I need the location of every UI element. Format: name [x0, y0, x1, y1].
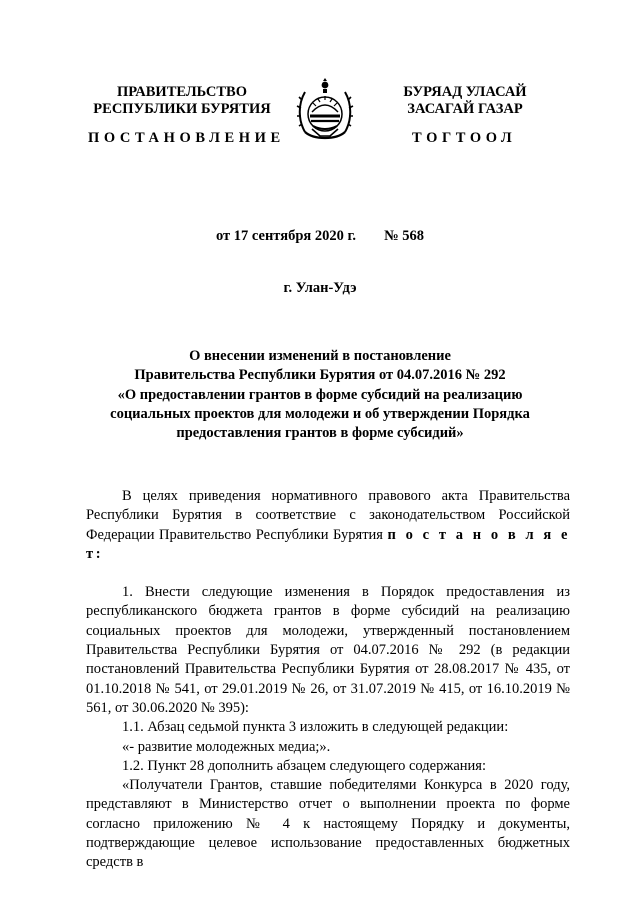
- doc-type-right: ТОГТООЛ: [412, 130, 517, 146]
- resolves-word: п о с т а н о в л я е т:: [86, 526, 570, 562]
- date-line: [0, 228, 640, 245]
- header-left-authority: [82, 84, 282, 118]
- item-1: 1. Внести следующие изменения в Порядок предоставления из республиканского бюджета грантов в форме субсидий на реализацию социальных проектов для молодежи, утвержденный постановлением Правительства Республики Бурятия от 04.07.2016 № 292 (в редакции постановлений Правительства Республики Бурятия от 28.08.2017 № 435, от 01.10.2018 № 541, от 29.01.2019 № 26, от 31.07.2019 № 415, от 16.10.2019 № 561, от 30.06.2020 № 395):: [86, 584, 570, 716]
- city: г. Улан-Удэ: [283, 280, 357, 296]
- item-1-1: 1.1. Абзац седьмой пункта 3 изложить в следующей редакции:: [122, 719, 509, 736]
- coat-of-arms-icon: [296, 76, 354, 142]
- item-1-2: 1.2. Пункт 28 дополнить абзацем следующего содержания:: [122, 757, 486, 774]
- header-right-authority: [376, 84, 554, 118]
- title-line: Правительства Республики Бурятия от 04.07.2016 № 292: [134, 367, 506, 384]
- header-right-line1: БУРЯАД УЛАСАЙ: [403, 84, 527, 100]
- doc-number: № 568: [384, 228, 425, 244]
- preamble-paragraph: [86, 487, 570, 564]
- preamble-text: В целях приведения нормативного правового акта Правительства Республики Бурятия в соответствие с законодательством Российской Федерации Правительство Республики Бурятия: [86, 488, 570, 543]
- title-line: «О предоставлении грантов в форме субсидий на реализацию: [117, 386, 523, 403]
- doc-title: [95, 347, 545, 443]
- title-line: О внесении изменений в постановление: [189, 348, 451, 364]
- doc-date: от 17 сентября 2020 г.: [215, 228, 357, 244]
- header-left-line2: РЕСПУБЛИКИ БУРЯТИЯ: [93, 101, 271, 117]
- header-right-line2: ЗАСАГАЙ ГАЗАР: [407, 101, 523, 117]
- header-left-line1: ПРАВИТЕЛЬСТВО: [117, 84, 247, 100]
- title-line: социальных проектов для молодежи и об утверждении Порядка: [110, 405, 530, 422]
- doc-type-left: ПОСТАНОВЛЕНИЕ: [88, 130, 285, 146]
- item-1-2-text: «Получатели Грантов, ставшие победителями Конкурса в 2020 году, представляют в Министерство отчет о выполнении проекта по форме согласно приложению № 4 к настоящему Порядку и документы, подтверждающие целевое использование предоставленных бюджетных средств в: [86, 777, 570, 871]
- title-line: предоставления грантов в форме субсидий»: [176, 425, 464, 442]
- item-1-1-text: «- развитие молодежных медиа;».: [122, 738, 331, 755]
- document-body: [86, 487, 570, 873]
